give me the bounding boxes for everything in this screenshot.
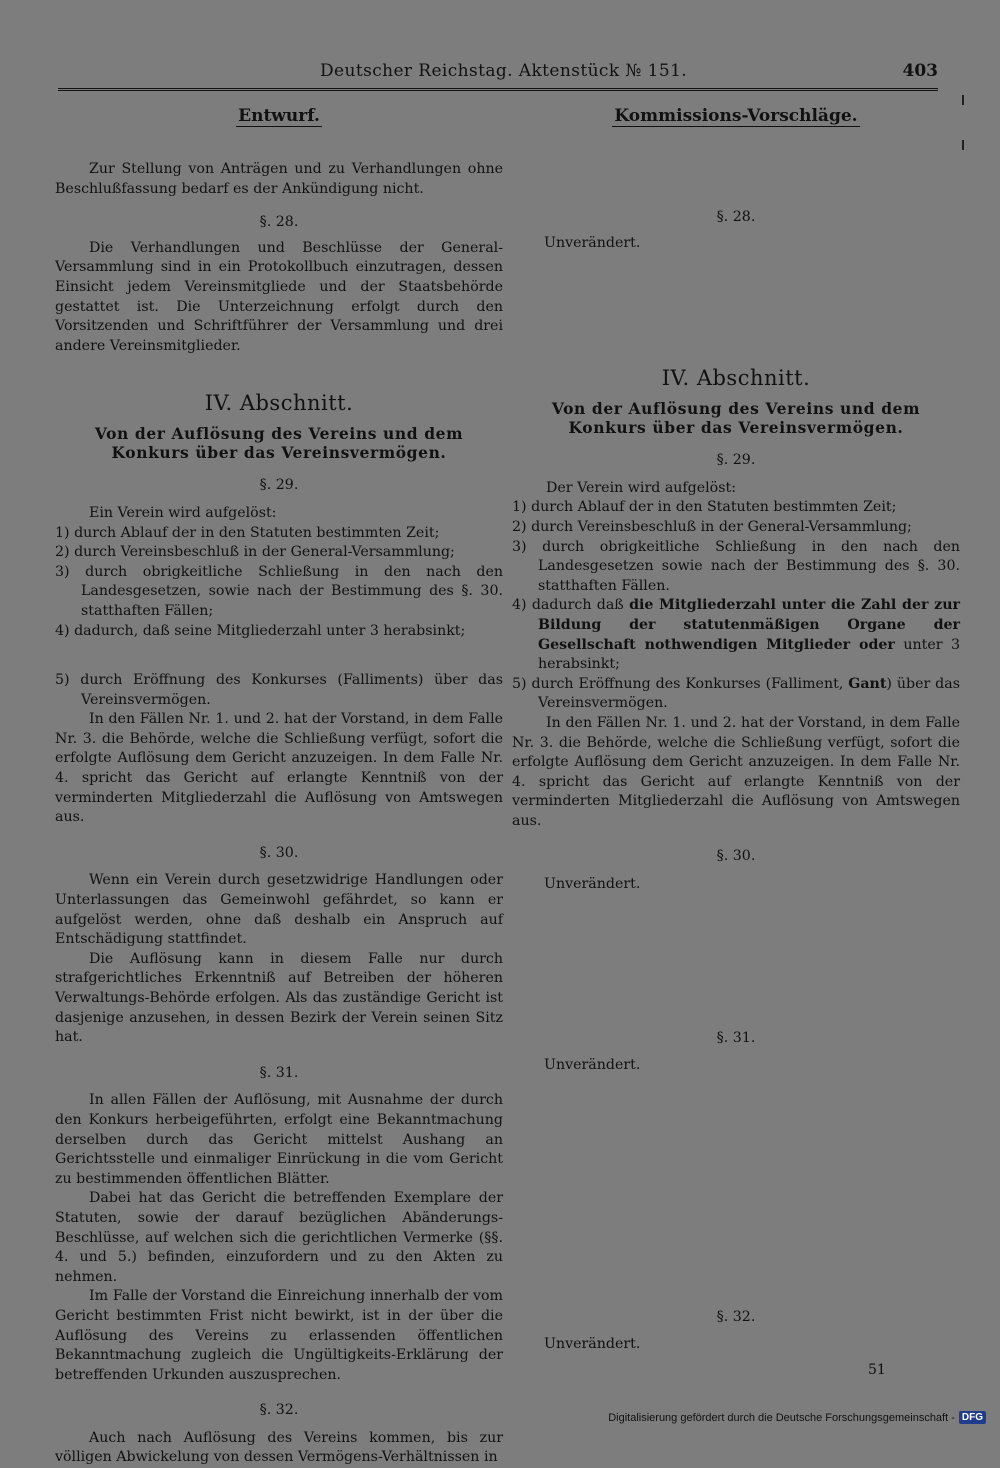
- paragraph-31-text: Dabei hat das Gericht die betreffenden Exemplare der Statuten, sowie der darauf bezüglichen Abänderungs-Beschlüsse, auf welchen sich die gerichtlichen Vermerke (§§. 4. und 5.) befinden, einzufordern und zu den Akten zu nehmen.: [55, 1190, 503, 1285]
- paragraph-31-text: In allen Fällen der Auflösung, mit Ausnahme der durch den Konkurs herbeigeführten, erfolgt eine Bekanntmachung derselben durch das Gericht mittelst Aushang an Gerichtsstelle und einmaliger Einrückung in die vom Gericht zu bestimmenden öffentlichen Blätter.: [55, 1092, 503, 1187]
- section-subtitle: Von der Auflösung des Vereins und dem Konkurs über das Vereinsvermögen.: [551, 399, 921, 438]
- dfg-logo: DFG: [959, 1411, 986, 1424]
- sheet-number: 51: [868, 1362, 886, 1378]
- column-draft: [55, 100, 503, 1468]
- margin-mark: [962, 140, 978, 150]
- section-subtitle: Von der Auflösung des Vereins und dem Konkurs über das Vereinsvermögen.: [94, 424, 464, 463]
- page-header: [58, 58, 938, 91]
- page-number: 403: [902, 61, 938, 81]
- paragraph-29-title: §. 29.: [259, 477, 299, 494]
- amended-text: Gant: [848, 675, 887, 692]
- paragraph-32-title: §. 32.: [259, 1402, 299, 1419]
- credit-text: Digitalisierung gefördert durch die Deutsche Forschungsgemeinschaft -: [608, 1411, 955, 1424]
- paragraph-32-text: Auch nach Auflösung des Vereins kommen, bis zur völligen Abwickelung von dessen Vermögens-Verhältnissen in: [55, 1429, 503, 1466]
- column-heading-draft: Entwurf.: [238, 106, 320, 126]
- column-commission: [512, 100, 960, 1355]
- list-item: 2) durch Vereinsbeschluß in der General-Versammlung;: [512, 518, 912, 535]
- paragraph-29-text: In den Fällen Nr. 1. und 2. hat der Vorstand, in dem Falle Nr. 3. die Behörde, welche die Schließung verfügt, sofort die erfolgte Auflösung dem Gericht anzuzeigen. In dem Falle Nr. 4. spricht das Gericht auf erlangte Kenntniß von der verminderten Mitgliederzahl die Auflösung von Amtswegen aus.: [512, 714, 960, 829]
- list-item: 1) durch Ablauf der in den Statuten bestimmten Zeit;: [512, 499, 897, 516]
- paragraph-32-title: §. 32.: [716, 1308, 756, 1325]
- list-item: 5) durch Eröffnung des Konkurses (Falliment, Gant) über das Vereinsvermögen.: [512, 675, 960, 712]
- list-item: 2) durch Vereinsbeschluß in der General-Versammlung;: [55, 544, 455, 561]
- paragraph-31-title: §. 31.: [716, 1029, 756, 1046]
- unchanged-note: Unverändert.: [544, 876, 641, 893]
- intro-paragraph: Zur Stellung von Anträgen und zu Verhandlungen ohne Beschlußfassung bedarf es der Ankündigung nicht.: [55, 161, 503, 197]
- paragraph-28-text: Die Verhandlungen und Beschlüsse der General-Versammlung sind in ein Protokollbuch einzutragen, dessen Einsicht jedem Vereinsmitgliede und der Staatsbehörde gestattet ist. Die Unterzeichnung erfolgt durch den Vorsitzenden und Schriftführer der Versammlung und drei andere Vereinsmitglieder.: [55, 239, 503, 354]
- paragraph-31-text: Im Falle der Vorstand die Einreichung innerhalb der vom Gericht bestimmten Frist nicht bewirkt, ist in der über die Auflösung des Vereins zu erlassenden öffentlichen Bekanntmachung zugleich die Ungültigkeits-Erklärung der betreffenden Urkunden auszusprechen.: [55, 1288, 503, 1383]
- column-heading-commission: Kommissions-Vorschläge.: [614, 106, 858, 126]
- list-item: 4) dadurch, daß seine Mitgliederzahl unter 3 herabsinkt;: [55, 622, 466, 639]
- paragraph-30-title: §. 30.: [259, 844, 299, 861]
- margin-mark: [962, 95, 978, 105]
- paragraph-29-lead: Der Verein wird aufgelöst:: [546, 479, 736, 496]
- running-title: Deutscher Reichstag. Aktenstück № 151.: [320, 61, 688, 81]
- paragraph-30-title: §. 30.: [716, 848, 756, 865]
- paragraph-28-title: §. 28.: [259, 214, 299, 231]
- section-title: IV. Abschnitt.: [204, 391, 354, 416]
- paragraph-29-title: §. 29.: [716, 452, 756, 469]
- paragraph-28-title: §. 28.: [716, 209, 756, 225]
- dissolution-list: [512, 498, 960, 714]
- paragraph-30-text: Die Auflösung kann in diesem Falle nur durch strafgerichtliches Erkenntniß auf Betreiben der höheren Verwaltungs-Behörde erfolgen. Als das zuständige Gericht ist dasjenige anzusehen, in dessen Bezirk der Verein seinen Sitz hat.: [55, 950, 503, 1046]
- digitization-credit: [608, 1411, 986, 1424]
- paragraph-30-text: Wenn ein Verein durch gesetzwidrige Handlungen oder Unterlassungen das Gemeinwohl gefährdet, so kann er aufgelöst werden, ohne daß deshalb ein Anspruch auf Entschädigung stattfindet.: [55, 872, 503, 948]
- paragraph-29-lead: Ein Verein wird aufgelöst:: [89, 504, 277, 521]
- list-item: 3) durch obrigkeitliche Schließung in den nach den Landesgesetzen sowie nach der Bestimmung des §. 30. statthaften Fällen.: [512, 538, 960, 594]
- list-item: 1) durch Ablauf der in den Statuten bestimmten Zeit;: [55, 524, 440, 541]
- paragraph-31-title: §. 31.: [259, 1064, 299, 1081]
- amended-text: die Mitgliederzahl unter die Zahl der zur Bildung der statutenmäßigen Organe der Gesellschaft nothwendigen Mitglieder oder: [538, 597, 961, 653]
- section-title: IV. Abschnitt.: [661, 366, 811, 391]
- list-item: 3) durch obrigkeitliche Schließung in den nach den Landesgesetzen, sowie nach der Bestimmung des §. 30. statthaften Fällen;: [55, 563, 503, 619]
- dissolution-list: [55, 524, 503, 711]
- paragraph-29-text: In den Fällen Nr. 1. und 2. hat der Vorstand, in dem Falle Nr. 3. die Behörde, welche die Schließung verfügt, sofort die erfolgte Auflösung dem Gericht anzuzeigen. In dem Falle Nr. 4. spricht das Gericht auf erlangte Kenntniß von der verminderten Mitgliederzahl die Auflösung von Amtswegen aus.: [55, 711, 503, 826]
- list-item: 4) dadurch daß die Mitgliederzahl unter die Zahl der zur Bildung der statutenmäßigen Organe der Gesellschaft nothwendigen Mitglieder oder unter 3 herabsinkt;: [512, 597, 961, 673]
- unchanged-note: Unverändert.: [544, 1057, 641, 1074]
- unchanged-note: Unverändert.: [544, 1336, 641, 1353]
- list-item: 5) durch Eröffnung des Konkurses (Falliments) über das Vereinsvermögen.: [55, 672, 503, 708]
- unchanged-note: Unverändert.: [544, 234, 641, 251]
